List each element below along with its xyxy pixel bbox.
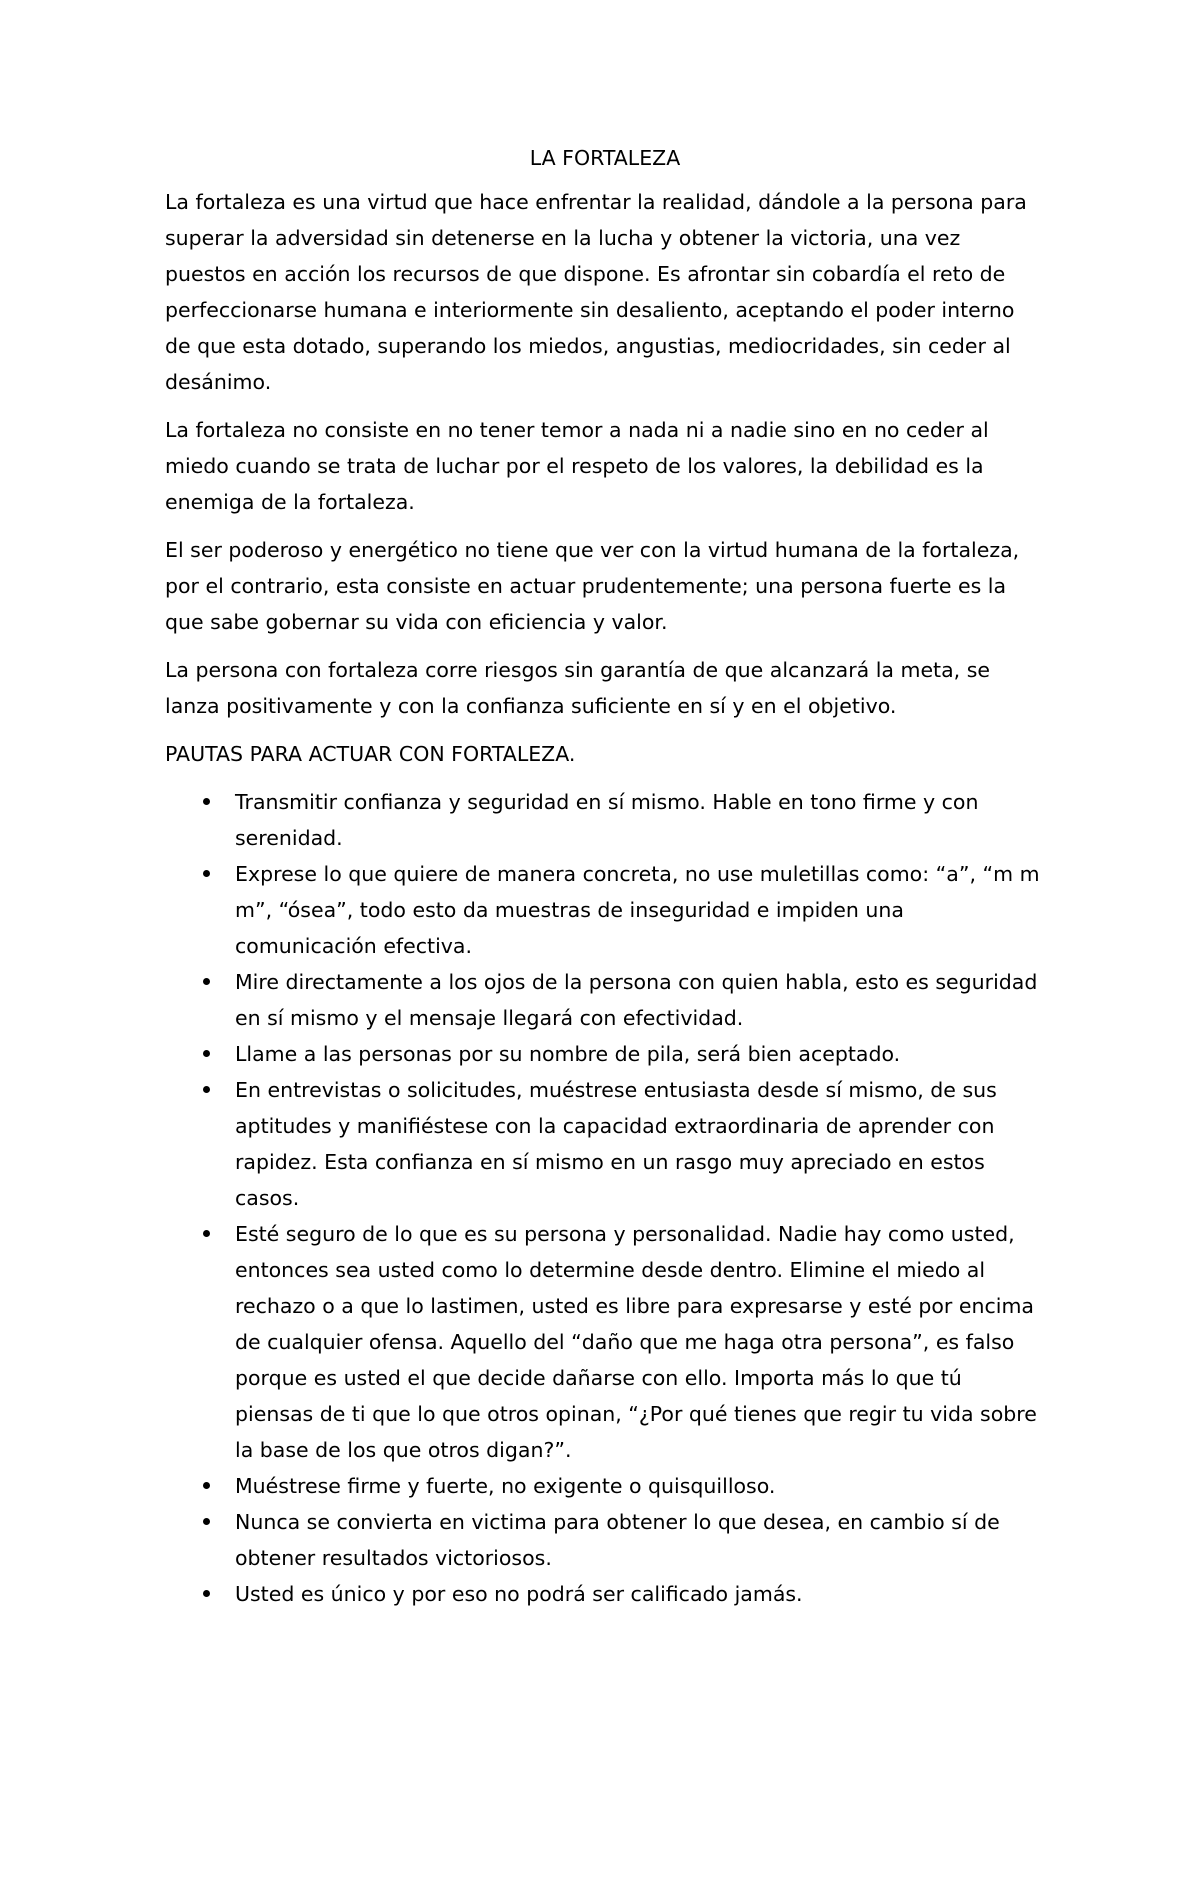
list-item-text: Llame a las personas por su nombre de pila, será bien aceptado. <box>235 1042 901 1066</box>
list-item-text: En entrevistas o solicitudes, muéstrese entusiasta desde sí mismo, de sus aptitudes y manifiéstese con la capacidad extraordinaria de aprender con rapidez. Esta confianza en sí mismo en un rasgo muy apreciado en estos casos. <box>235 1078 997 1210</box>
list-item-text: Mire directamente a los ojos de la persona con quien habla, esto es seguridad en sí mismo y el mensaje llegará con efectividad. <box>235 970 1038 1030</box>
bullet-icon <box>203 870 210 877</box>
bullet-icon <box>203 1050 210 1057</box>
list-item <box>165 1072 1045 1216</box>
bullet-icon <box>203 798 210 805</box>
list-item-text: Esté seguro de lo que es su persona y personalidad. Nadie hay como usted, entonces sea usted como lo determine desde dentro. Elimine el miedo al rechazo o a que lo lastimen, usted es libre para expresarse y esté por encima de cualquier ofensa. Aquello del “daño que me haga otra persona”, es falso porque es usted el que decide dañarse con ello. Importa más lo que tú piensas de ti que lo que otros opinan, “¿Por qué tienes que regir tu vida sobre la base de los que otros digan?”. <box>235 1222 1037 1462</box>
list-item <box>165 856 1045 964</box>
bullet-icon <box>203 1590 210 1597</box>
list-item-text: Nunca se convierta en victima para obtener lo que desea, en cambio sí de obtener resultados victoriosos. <box>235 1510 1000 1570</box>
list-item <box>165 1504 1045 1576</box>
paragraph-4: La persona con fortaleza corre riesgos sin garantía de que alcanzará la meta, se lanza positivamente y con la confianza suficiente en sí y en el objetivo. <box>165 658 990 718</box>
bullet-icon <box>203 1086 210 1093</box>
list-item-text: Muéstrese firme y fuerte, no exigente o quisquilloso. <box>235 1474 776 1498</box>
list-item-text: Usted es único y por eso no podrá ser calificado jamás. <box>235 1582 803 1606</box>
list-item-text: Exprese lo que quiere de manera concreta, no use muletillas como: “a”, “m m m”, “ósea”, todo esto da muestras de inseguridad e impiden una comunicación efectiva. <box>235 862 1040 958</box>
list-item <box>165 1216 1045 1468</box>
list-item <box>165 1576 1045 1612</box>
section-subheading: PAUTAS PARA ACTUAR CON FORTALEZA. <box>165 742 576 766</box>
bullet-icon <box>203 1482 210 1489</box>
guidelines-list <box>165 784 1045 1612</box>
bullet-icon <box>203 1230 210 1237</box>
list-item <box>165 1036 1045 1072</box>
paragraph-1: La fortaleza es una virtud que hace enfrentar la realidad, dándole a la persona para superar la adversidad sin detenerse en la lucha y obtener la victoria, una vez puestos en acción los recursos de que dispone. Es afrontar sin cobardía el reto de perfeccionarse humana e interiormente sin desaliento, aceptando el poder interno de que esta dotado, superando los miedos, angustias, mediocridades, sin ceder al desánimo. <box>165 190 1027 394</box>
document-page <box>165 140 1045 1612</box>
paragraph-2: La fortaleza no consiste en no tener temor a nada ni a nadie sino en no ceder al miedo cuando se trata de luchar por el respeto de los valores, la debilidad es la enemiga de la fortaleza. <box>165 418 989 514</box>
bullet-icon <box>203 978 210 985</box>
list-item <box>165 964 1045 1036</box>
bullet-icon <box>203 1518 210 1525</box>
list-item <box>165 1468 1045 1504</box>
list-item <box>165 784 1045 856</box>
list-item-text: Transmitir confianza y seguridad en sí mismo. Hable en tono firme y con serenidad. <box>235 790 979 850</box>
document-title: LA FORTALEZA <box>529 146 681 170</box>
paragraph-3: El ser poderoso y energético no tiene que ver con la virtud humana de la fortaleza, por el contrario, esta consiste en actuar prudentemente; una persona fuerte es la que sabe gobernar su vida con eficiencia y valor. <box>165 538 1020 634</box>
